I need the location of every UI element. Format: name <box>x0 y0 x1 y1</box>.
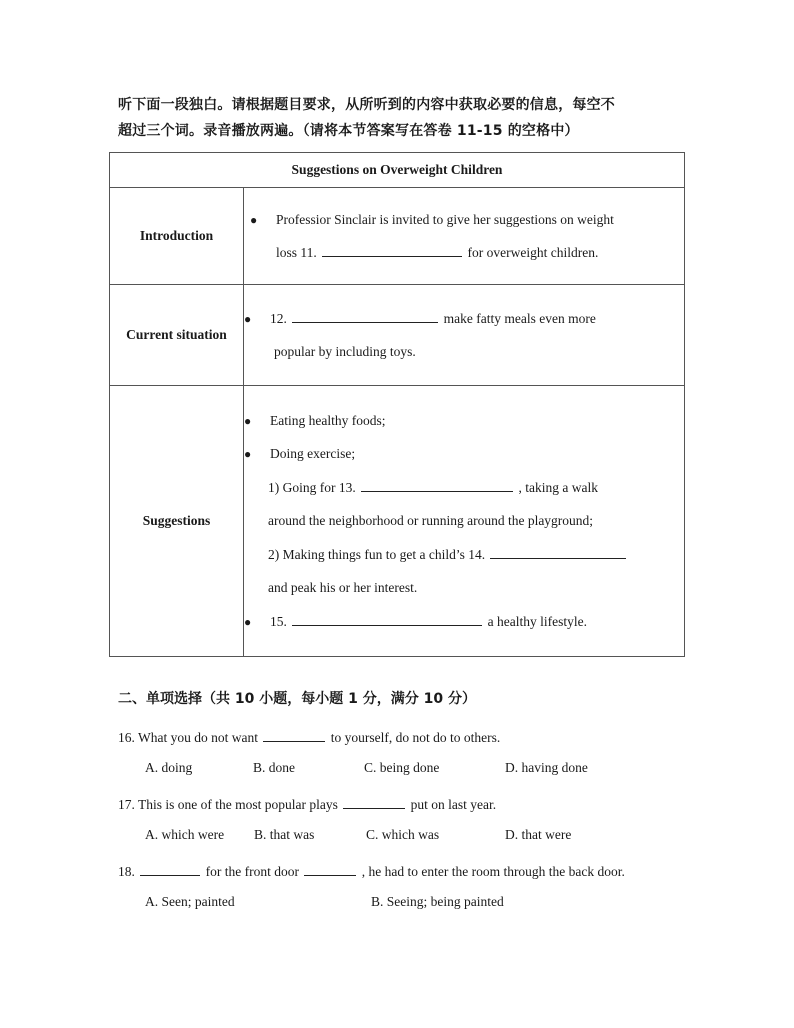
answer-blank-12[interactable] <box>292 308 438 323</box>
suggestions-label: Suggestions <box>110 386 244 657</box>
question-17 <box>118 794 496 813</box>
q18-blank-1[interactable] <box>140 861 200 876</box>
q17-option-d[interactable]: D. that were <box>505 827 572 842</box>
q17-option-b[interactable]: B. that was <box>254 827 315 842</box>
introduction-line-1: Professior Sinclair is invited to give her suggestions on weight <box>276 211 614 227</box>
introduction-line-2-pre: loss 11. <box>276 245 317 260</box>
introduction-line-2-post: for overweight children. <box>467 245 599 260</box>
q17-stem-post: put on last year. <box>410 797 497 812</box>
q18-stem-pre: 18. <box>118 864 135 879</box>
introduction-label: Introduction <box>110 188 244 285</box>
suggestion-line-3-pre: 1) Going for 13. <box>268 479 356 495</box>
q16-option-a[interactable]: A. doing <box>145 760 193 775</box>
q17-option-a[interactable]: A. which were <box>145 827 225 842</box>
q18-option-b[interactable]: B. Seeing; being painted <box>371 894 504 909</box>
q17-blank[interactable] <box>343 794 405 809</box>
table-title: Suggestions on Overweight Children <box>110 153 685 188</box>
bullet-icon: ● <box>244 413 252 428</box>
q17-option-c[interactable]: C. which was <box>366 827 440 842</box>
q17-stem-pre: 17. This is one of the most popular plays <box>118 797 338 812</box>
current-line-1-pre: 12. <box>270 310 287 326</box>
suggestion-line-7-post: a healthy lifestyle. <box>487 613 587 629</box>
suggestions-content <box>244 386 685 657</box>
answer-blank-11[interactable] <box>322 242 462 257</box>
bullet-icon: ● <box>250 212 258 227</box>
bullet-icon: ● <box>244 447 252 462</box>
suggestions-table <box>109 152 685 657</box>
bullet-icon: ● <box>244 311 252 326</box>
suggestion-line-7-pre: 15. <box>270 613 287 629</box>
suggestion-line-6: and peak his or her interest. <box>268 580 418 596</box>
introduction-content <box>244 188 685 285</box>
q16-option-d[interactable]: D. having done <box>505 760 588 775</box>
current-line-1-post: make fatty meals even more <box>443 310 596 326</box>
current-situation-content <box>244 285 685 386</box>
question-18 <box>118 861 625 880</box>
bullet-icon: ● <box>244 614 252 629</box>
q18-stem-post: , he had to enter the room through the back door. <box>361 864 625 879</box>
suggestion-line-3-post: , taking a walk <box>518 479 598 495</box>
current-line-2: popular by including toys. <box>274 344 416 359</box>
current-situation-label: Current situation <box>110 285 244 386</box>
listening-instructions <box>118 92 688 144</box>
suggestion-line-4: around the neighborhood or running around the playground; <box>268 513 594 529</box>
answer-blank-14[interactable] <box>490 544 626 559</box>
q18-option-a[interactable]: A. Seen; painted <box>145 894 235 909</box>
suggestion-bullet-1: Eating healthy foods; <box>270 412 386 428</box>
instruction-line-2: 超过三个词。录音播放两遍。（请将本节答案写在答卷 11-15 的空格中） <box>118 123 579 139</box>
q18-stem-mid: for the front door <box>205 864 299 879</box>
suggestion-bullet-2: Doing exercise; <box>270 446 356 462</box>
q16-option-c[interactable]: C. being done <box>364 760 440 775</box>
q16-blank[interactable] <box>263 727 325 742</box>
table-row-current-situation <box>110 285 685 386</box>
table-row-introduction <box>110 188 685 285</box>
q16-stem-post: to yourself, do not do to others. <box>330 730 501 745</box>
q16-option-b[interactable]: B. done <box>253 760 295 775</box>
instruction-line-1: 听下面一段独白。请根据题目要求，从所听到的内容中获取必要的信息，每空不 <box>118 97 615 113</box>
q16-stem-pre: 16. What you do not want <box>118 730 258 745</box>
section-2-heading: 二、单项选择（共 10 小题，每小题 1 分，满分 10 分） <box>118 691 476 707</box>
table-row-suggestions <box>110 386 685 657</box>
question-16 <box>118 727 500 746</box>
q18-blank-2[interactable] <box>304 861 356 876</box>
answer-blank-13[interactable] <box>361 477 513 492</box>
answer-blank-15[interactable] <box>292 611 482 626</box>
suggestion-line-5-pre: 2) Making things fun to get a child’s 14. <box>268 546 486 562</box>
